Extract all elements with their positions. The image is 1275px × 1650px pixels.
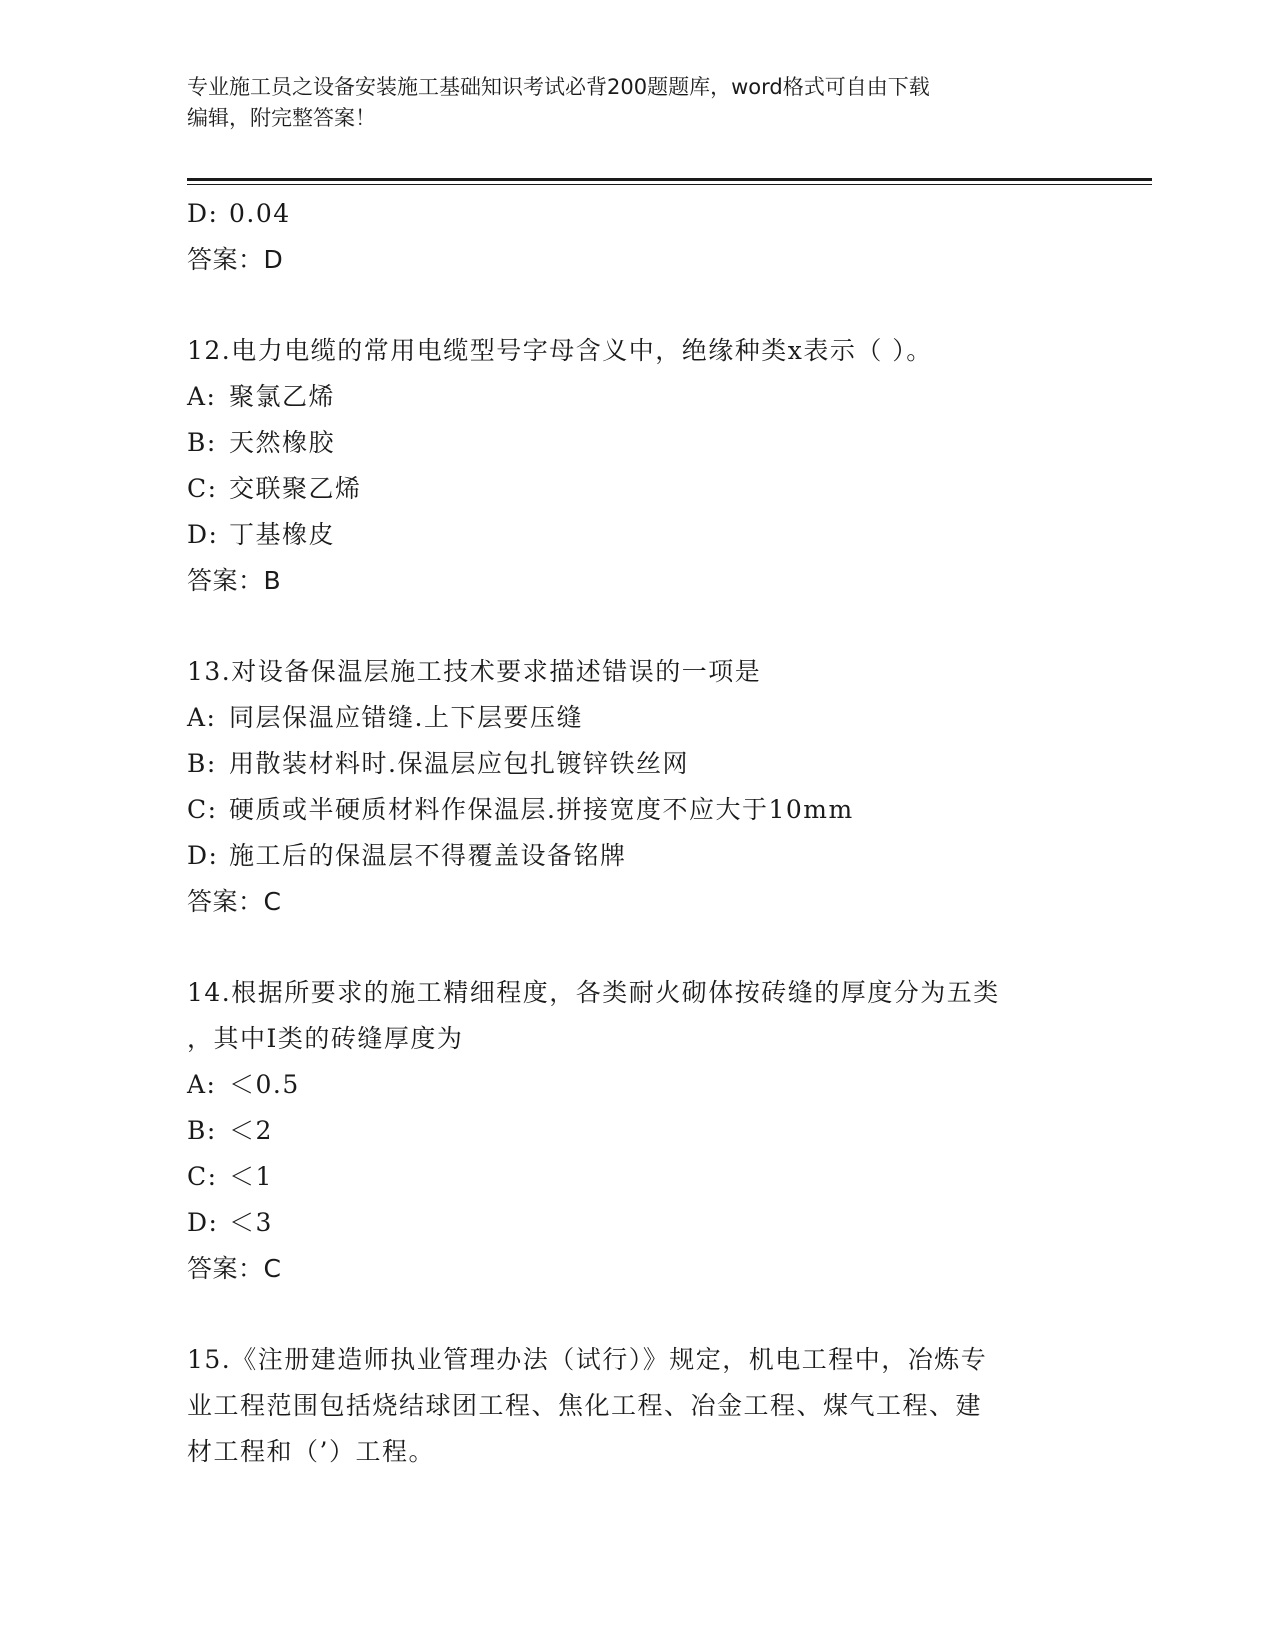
option-label: D:: [187, 199, 219, 228]
option-text: ＜0.5: [229, 1070, 300, 1099]
header-divider-thick: [187, 178, 1152, 181]
option-label: A:: [187, 1070, 217, 1099]
option-text: 0.04: [229, 199, 291, 228]
option-a: [187, 1062, 1087, 1108]
question-stem: 12.电力电缆的常用电缆型号字母含义中，绝缘种类x表示（ ）。: [187, 336, 933, 365]
option-c: [187, 1154, 1087, 1200]
question-13: [187, 649, 1087, 925]
question-stem-line-1: 15.《注册建造师执业管理办法（试行）》规定，机电工程中，冶炼专: [187, 1345, 988, 1374]
question-15: [187, 1337, 1087, 1475]
option-label: A:: [187, 703, 217, 732]
option-label: B:: [187, 1116, 217, 1145]
option-a: [187, 695, 1087, 741]
option-d: [187, 191, 1087, 237]
question-stem-line-2: 业工程范围包括烧结球团工程、焦化工程、冶金工程、煤气工程、建: [187, 1391, 983, 1420]
option-b: [187, 1108, 1087, 1154]
option-label: B:: [187, 749, 217, 778]
option-text: 聚氯乙烯: [229, 382, 336, 411]
answer-line: 答案：B: [187, 566, 282, 595]
answer-line: 答案：C: [187, 1254, 282, 1283]
option-label: A:: [187, 382, 217, 411]
question-stem-line-1: 14.根据所要求的施工精细程度，各类耐火砌体按砖缝的厚度分为五类: [187, 978, 1000, 1007]
option-label: D:: [187, 1208, 219, 1237]
question-14: [187, 970, 1087, 1292]
question-list: [187, 191, 1087, 1475]
option-label: C:: [187, 1162, 218, 1191]
option-label: B:: [187, 428, 217, 457]
option-d: [187, 833, 1087, 879]
option-text: 硬质或半硬质材料作保温层.拼接宽度不应大于10mm: [229, 795, 854, 824]
option-text: ＜1: [229, 1162, 273, 1191]
header-title-line-2: 编辑，附完整答案！: [187, 106, 376, 130]
header-title-line-1: 专业施工员之设备安装施工基础知识考试必背200题题库，word格式可自由下载: [187, 75, 930, 99]
option-label: D:: [187, 520, 219, 549]
answer-line: 答案：C: [187, 887, 282, 916]
option-text: 同层保温应错缝.上下层要压缝: [229, 703, 583, 732]
question-stem-line-3: 材工程和（’）工程。: [187, 1437, 435, 1466]
option-text: 天然橡胶: [229, 428, 336, 457]
option-label: D:: [187, 841, 219, 870]
option-text: 施工后的保温层不得覆盖设备铭牌: [229, 841, 627, 870]
answer-line: 答案：D: [187, 245, 284, 274]
question-12: [187, 328, 1087, 604]
header-divider-thin: [187, 184, 1152, 185]
option-d: [187, 512, 1087, 558]
question-stem: 13.对设备保温层施工技术要求描述错误的一项是: [187, 657, 762, 686]
option-b: [187, 741, 1087, 787]
option-text: 交联聚乙烯: [229, 474, 362, 503]
option-a: [187, 374, 1087, 420]
option-c: [187, 466, 1087, 512]
question-stem-line-2: ，其中I类的砖缝厚度为: [187, 1024, 464, 1053]
option-c: [187, 787, 1087, 833]
option-text: 丁基橡皮: [229, 520, 336, 549]
option-label: C:: [187, 795, 218, 824]
option-text: 用散装材料时.保温层应包扎镀锌铁丝网: [229, 749, 689, 778]
option-text: ＜2: [229, 1116, 273, 1145]
document-header: [187, 72, 1067, 134]
option-label: C:: [187, 474, 218, 503]
option-d: [187, 1200, 1087, 1246]
option-text: ＜3: [229, 1208, 273, 1237]
question-11-tail: [187, 191, 1087, 283]
option-b: [187, 420, 1087, 466]
